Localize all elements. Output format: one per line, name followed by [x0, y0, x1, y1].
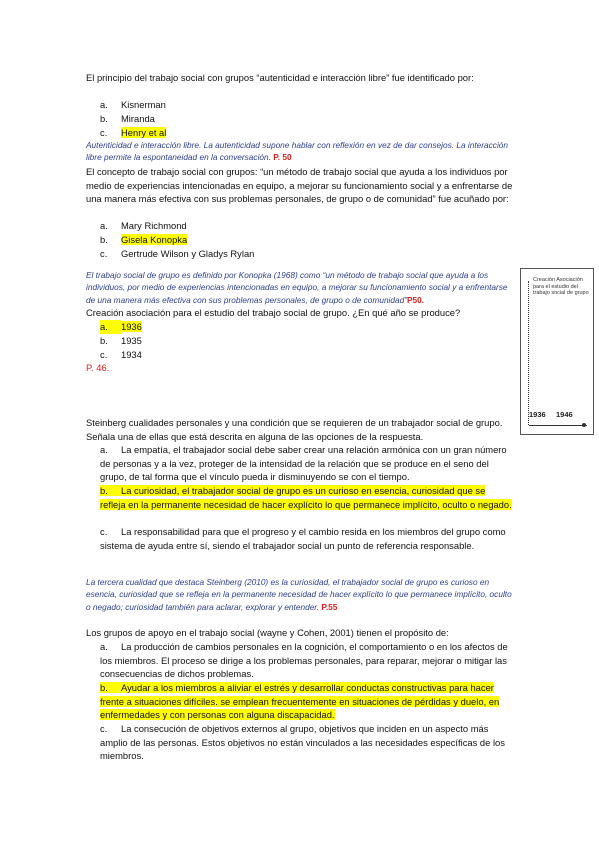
q1-option-a: a. Kisnerman [100, 99, 166, 110]
question-3-text: Creación asociación para el estudio del trabajo social de grupo. ¿En qué año se produce? [86, 307, 461, 318]
q3-option-c: c. 1934 [100, 349, 142, 360]
question-1-text: El principio del trabajo social con grupos “autenticidad e interacción libre” fue identificado por: [86, 72, 474, 83]
q2-option-b: b. Gisela Konopka [100, 234, 188, 245]
timeline-year-2: 1946 [556, 410, 573, 419]
q5-option-b [100, 681, 512, 722]
q1-answer-highlight: Henry et al [121, 127, 167, 138]
question-4-text: Steinberg cualidades personales y una condición que se requieren de un trabajador social de grupo. Señala una de ellas que está descrita en alguna de las opciones de la respuesta. [86, 417, 503, 442]
q2-page-ref: P50. [407, 294, 425, 305]
q2-option-c: c. Gertrude Wilson y Gladys Rylan [100, 248, 255, 259]
q1-option-b: b. Miranda [100, 113, 155, 124]
q2-explanation: El trabajo social de grupo es definido por Konopka (1968) como “un método de trabajo social que ayuda a los individuos, por medio de experiencias intencionadas en equipo, a mejorar su funcionamiento social y a enfrentarse de una manera más efectiva con sus problemas personales, de grupo o de comunidad”P50. [86, 270, 508, 305]
q5-option-a: a. La producción de cambios personales en la cognición, el comportamiento o en los afectos de los miembros. El proceso se dirige a los problemas personales, para reparar, mejorar o mitigar las consecuencias de dichos problemas. [100, 641, 508, 680]
timeline-caption: Creación Asociación para el estudio del trabajo social de grupo [533, 277, 589, 297]
q5-answer-highlight: b. Ayudar a los miembros a aliviar el estrés y desarrollar conductas constructivas para hacer frente a situaciones difíciles. se emplean frecuentemente en situaciones de pérdidas y duelo, en enfermedades y con personas con alguna discapacidad. [100, 682, 500, 721]
q3-option-b: b. 1935 [100, 335, 142, 346]
q1-page-ref: P. 50 [273, 152, 292, 163]
q4-page-ref: P.55 [321, 601, 338, 612]
q4-option-a: a. La empatía, el trabajador social debe saber crear una relación armónica con un gran número de personas y a la vez, proteger de la intensidad de la relación que se produce en el seno del grupo, de tal forma que el vínculo pueda ir disminuyendo se con el tiempo. [100, 444, 507, 483]
q3-option-a: a. 1936 [100, 321, 142, 332]
q2-option-a: a. Mary Richmond [100, 220, 187, 231]
q4-answer-highlight: b. La curiosidad, el trabajador social de grupo es un curioso en esencia, curiosidad que se refleja en la permanente necesidad de hacer explícito lo que permanece implícito, oculto o negado. [100, 485, 512, 510]
q5-option-c: c. La consecución de objetivos externos al grupo, objetivos que inciden en un aspecto más amplio de las personas. Estos objetivos no están vinculados a las necesidades específicas de los miembros. [100, 723, 505, 762]
question-2-text: El concepto de trabajo social con grupos: “un método de trabajo social que ayuda a los individuos por medio de experiencias intencionadas en equipo, a mejorar su funcionamiento social y a enfrentarse de una manera más efectiva con sus problemas personales, de grupo o de comunidad” fue acuñado por: [86, 166, 513, 204]
q1-option-c: c. Henry et al [100, 127, 167, 138]
q4-option-b [100, 484, 512, 511]
timeline-axis [529, 425, 587, 426]
timeline-vertical-line [528, 281, 529, 425]
timeline-image-box [520, 268, 594, 435]
q4-explanation: La tercera cualidad que destaca Steinberg (2010) es la curiosidad, el trabajador social de grupo es curioso en esencia, curiosidad que se refleja en la permanente necesidad de hacer explícito lo que permanece implícito, oculto o negado; curiosidad también para aclarar, explorar y entender. P.55 [86, 577, 512, 612]
question-5-text: Los grupos de apoyo en el trabajo social (wayne y Cohen, 2001) tienen el propósito de: [86, 627, 449, 638]
q3-page-ref: P. 46. [86, 362, 110, 373]
q4-option-c: c. La responsabilidad para que el progreso y el cambio resida en los miembros del grupo como sistema de ayuda entre sí, siendo el trabajador social un punto de referencia responsable. [100, 526, 506, 551]
q1-explanation: Autenticidad e interacción libre. La autenticidad supone hablar con reflexión en vez de dar consejos. La interacción libre permite la espontaneidad en la conversación. P. 50 [86, 140, 509, 163]
timeline-year-1: 1936 [529, 410, 546, 419]
q3-answer-highlight: 1936 [121, 321, 142, 332]
timeline-end-dot [582, 423, 586, 427]
q2-answer-highlight: Gisela Konopka [121, 234, 188, 245]
